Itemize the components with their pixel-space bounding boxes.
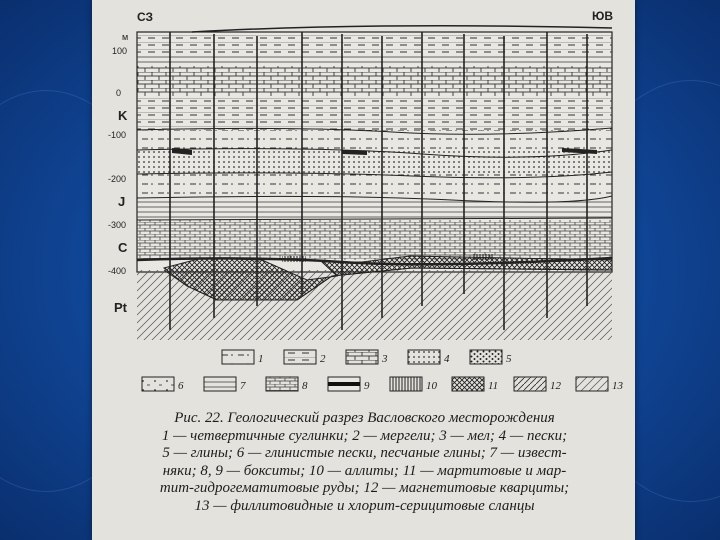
legend-swatch bbox=[204, 377, 236, 391]
system-label-k: K bbox=[118, 108, 128, 123]
legend-number: 5 bbox=[506, 353, 512, 365]
legend-swatch-band bbox=[328, 382, 360, 386]
book-page bbox=[92, 0, 635, 540]
system-label-j: J bbox=[118, 194, 126, 209]
legend-swatch bbox=[222, 350, 254, 364]
direction-label-right: ЮВ bbox=[592, 9, 614, 23]
legend-swatch bbox=[452, 377, 484, 391]
legend-number: 7 bbox=[240, 380, 246, 392]
legend-swatch bbox=[576, 377, 608, 391]
legend bbox=[142, 350, 624, 392]
depth-unit-label: м bbox=[122, 32, 129, 42]
caption-title: Рис. 22. Геологический разрез Васловского месторождения bbox=[174, 410, 555, 426]
legend-swatch bbox=[390, 377, 422, 391]
caption-line: 5 — глины; 6 — глинистые пески, песчаные глины; 7 — извест- bbox=[162, 445, 567, 461]
legend-swatch bbox=[514, 377, 546, 391]
section-layers bbox=[137, 26, 612, 340]
caption-line: 1 — четвертичные суглинки; 2 — мергели; 3 — мел; 4 — пески; bbox=[161, 427, 568, 444]
legend-number: 12 bbox=[550, 380, 561, 392]
caption-line: няки; 8, 9 — бокситы; 10 — аллиты; 11 — мартитовые и мар- bbox=[162, 462, 567, 479]
legend-number: 4 bbox=[444, 353, 450, 365]
legend-swatch bbox=[266, 377, 298, 391]
system-label-c: C bbox=[118, 240, 128, 255]
legend-number: 9 bbox=[364, 380, 370, 392]
system-label-pt: Pt bbox=[114, 300, 127, 315]
legend-number: 8 bbox=[302, 380, 308, 392]
legend-number: 10 bbox=[426, 380, 437, 392]
legend-number: 13 bbox=[612, 380, 623, 392]
depth-tick-label: -200 bbox=[108, 174, 127, 184]
legend-swatch bbox=[284, 350, 316, 364]
depth-tick-label: 100 bbox=[112, 46, 128, 56]
depth-tick-label: -400 bbox=[108, 266, 127, 276]
figure-caption bbox=[112, 410, 617, 515]
legend-swatch bbox=[470, 350, 502, 364]
legend-number: 6 bbox=[178, 380, 184, 392]
depth-tick-label: -300 bbox=[108, 220, 127, 230]
caption-line: 13 — филлитовидные и хлорит-серицитовые сланцы bbox=[194, 497, 535, 514]
legend-swatch bbox=[346, 350, 378, 364]
depth-tick-label: -100 bbox=[108, 130, 127, 140]
caption-line: тит-гидрогематитовые руды; 12 — магнетитовые кварциты; bbox=[159, 480, 570, 496]
direction-label-left: СЗ bbox=[137, 10, 154, 24]
legend-swatch bbox=[408, 350, 440, 364]
depth-tick-label: 0 bbox=[116, 88, 122, 98]
geological-section bbox=[92, 0, 635, 410]
legend-number: 2 bbox=[320, 353, 326, 365]
legend-swatch bbox=[142, 377, 174, 391]
legend-number: 3 bbox=[382, 353, 388, 365]
legend-number: 11 bbox=[488, 380, 499, 392]
legend-number: 1 bbox=[258, 353, 264, 365]
